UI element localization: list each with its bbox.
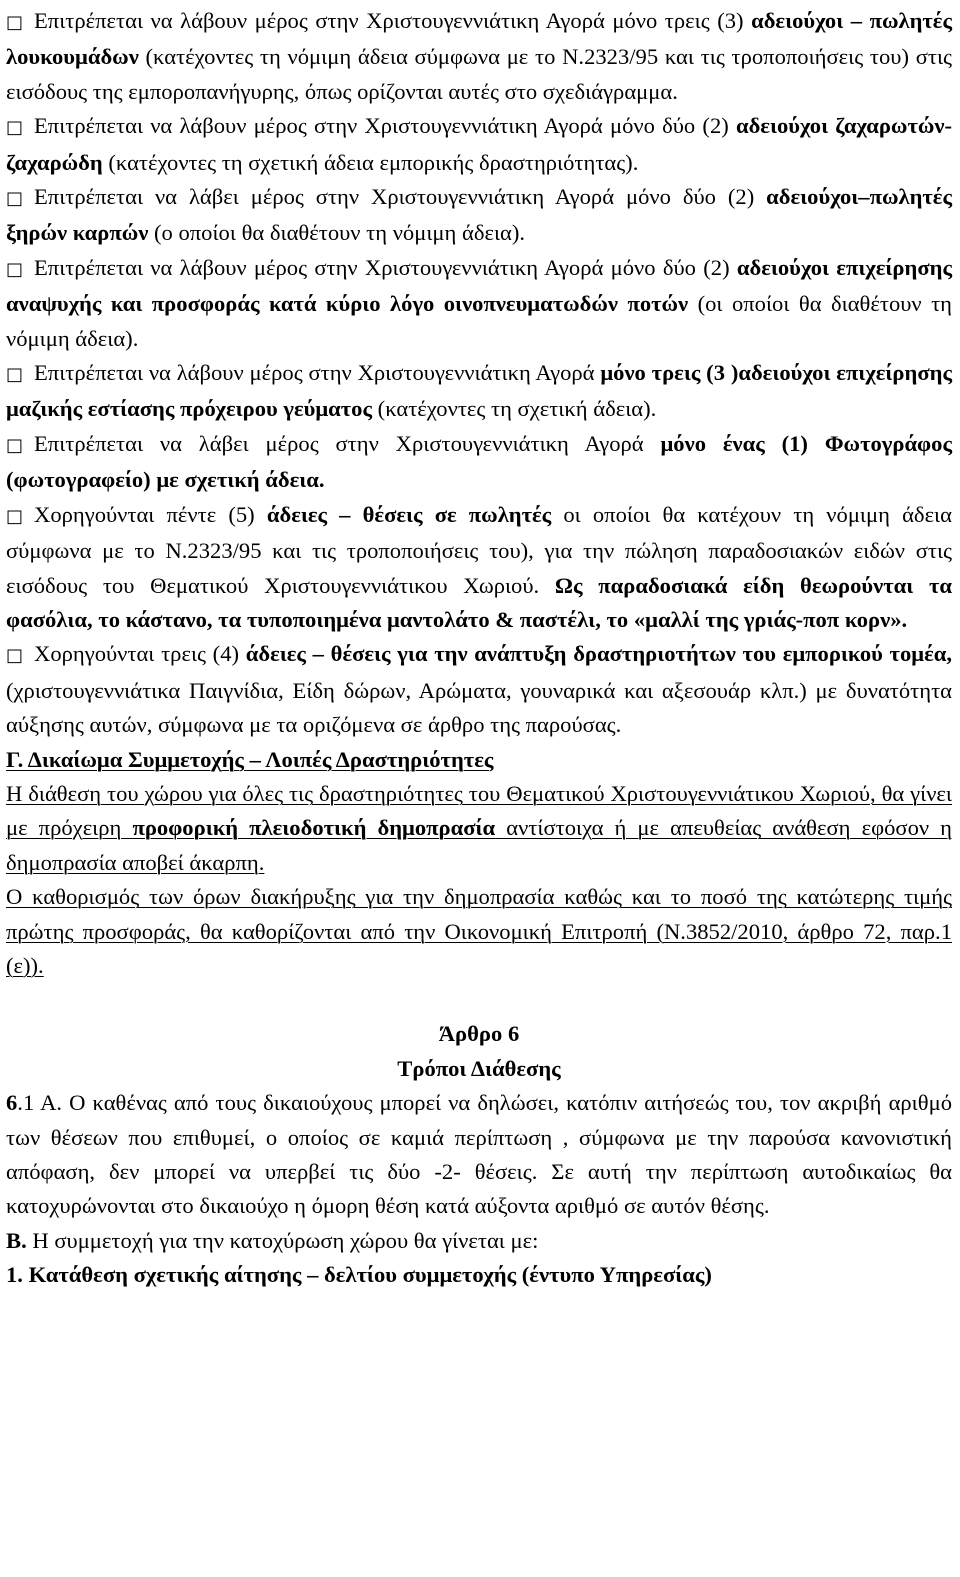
checkbox-bullet-icon: □: [6, 117, 24, 139]
article-paragraph: Β. Η συμμετοχή για την κατοχύρωση χώρου θα γίνεται με:: [6, 1227, 539, 1253]
list-item: □ Χορηγούνται τρεις (4) άδειες – θέσεις για την ανάπτυξη δραστηριοτήτων του εμπορικού τομέα, (χριστουγεννιάτικα Παιγνίδια, Είδη δώρων, Αρώματα, γουναρικά και αξεσουάρ κλπ.) με δυνατότητα αύξησης αυτών, σύμφωνα με τα οριζόμενα σε άρθρο της παρούσας.: [6, 641, 952, 738]
list-item: □ Επιτρέπεται να λάβουν μέρος στην Χριστουγεννιάτικη Αγορά μόνο τρεις (3 )αδειούχοι επιχείρησης μαζικής εστίασης πρόχειρου γεύματος (κατέχοντες τη σχετική άδεια).: [6, 360, 952, 422]
spacer: [6, 983, 952, 1017]
section-paragraph: Η διάθεση του χώρου για όλες τις δραστηριότητες του Θεματικού Χριστουγεννιάτικου Χωριού, θα γίνει με πρόχειρη προφορική πλειοδοτική δημοπρασία αντίστοιχα ή με απευθείας ανάθεση εφόσον η δημοπρασία αποβεί άκαρπη.: [6, 780, 952, 875]
section-heading: Γ. Δικαίωμα Συμμετοχής – Λοιπές Δραστηριότητες: [6, 746, 494, 772]
checkbox-bullet-icon: □: [6, 188, 24, 210]
list-item: □ Χορηγούνται πέντε (5) άδειες – θέσεις σε πωλητές οι οποίοι θα κατέχουν τη νόμιμη άδεια σύμφωνα με το Ν.2323/95 και τις τροποποιήσεις του), για την πώληση παραδοσιακών ειδών στις εισόδους του Θεματικού Χριστουγεννιάτικου Χωριού. Ως παραδοσιακά είδη θεωρούνται τα φασόλια, το κάστανο, τα τυποποιημένα μαντολάτο & παστέλι, το «μαλλί της γριάς-ποπ κορν».: [6, 501, 953, 632]
list-item: □ Επιτρέπεται να λάβει μέρος στην Χριστουγεννιάτικη Αγορά μόνο ένας (1) Φωτογράφος (φωτογραφείο) με σχετική άδεια.: [6, 430, 952, 493]
list-item: □ Επιτρέπεται να λάβουν μέρος στην Χριστουγεννιάτικη Αγορά μόνο δύο (2) αδειούχοι ζαχαρωτών-ζαχαρώδη (κατέχοντες τη σχετική άδεια εμπορικής δραστηριότητας).: [6, 113, 952, 175]
checkbox-bullet-icon: □: [6, 258, 24, 280]
article-subtitle: Τρόποι Διάθεσης: [397, 1055, 561, 1081]
checkbox-bullet-icon: □: [6, 645, 24, 667]
checkbox-bullet-icon: □: [6, 364, 24, 386]
article-title: Άρθρο 6: [438, 1021, 520, 1047]
article-list-item: 1. Κατάθεση σχετικής αίτησης – δελτίου συμμετοχής (έντυπο Υπηρεσίας): [6, 1262, 712, 1288]
section-paragraph: Ο καθορισμός των όρων διακήρυξης για την δημοπρασία καθώς και το ποσό της κατώτερης τιμής πρώτης προσφοράς, θα καθορίζονται από την Οικονομική Επιτροπή (Ν.3852/2010, άρθρο 72, παρ.1 (ε)).: [6, 884, 952, 978]
checkbox-bullet-icon: □: [6, 434, 24, 456]
checkbox-bullet-icon: □: [6, 505, 24, 527]
checkbox-bullet-icon: □: [6, 12, 24, 33]
list-item: □ Επιτρέπεται να λάβουν μέρος στην Χριστουγεννιάτικη Αγορά μόνο δύο (2) αδειούχοι επιχείρησης αναψυχής και προσφοράς κατά κύριο λόγο οινοπνευματωδών ποτών (οι οποίοι θα διαθέτουν τη νόμιμη άδεια).: [6, 254, 952, 351]
list-item: □ Επιτρέπεται να λάβει μέρος στην Χριστουγεννιάτικη Αγορά μόνο δύο (2) αδειούχοι–πωλητές ξηρών καρπών (ο οποίοι θα διαθέτουν τη νόμιμη άδεια).: [6, 184, 952, 246]
article-paragraph: 6.1 Α. Ο καθένας από τους δικαιούχους μπορεί να δηλώσει, κατόπιν αιτήσεώς του, τον ακριβή αριθμό των θέσεων που επιθυμεί, ο οποίος σε καμιά περίπτωση , σύμφωνα με την παρούσα κανονιστική απόφαση, δεν μπορεί να υπερβεί τις δύο -2- θέσεις. Σε αυτή την περίπτωση αυτοδικαίως θα κατοχυρώνονται στο δικαιούχο η όμορη θέση κατά αύξοντα αριθμό σε αυτόν θέσης.: [6, 1090, 952, 1219]
list-item: □ Επιτρέπεται να λάβουν μέρος στην Χριστουγεννιάτικη Αγορά μόνο τρεις (3) αδειούχοι – πωλητές λουκουμάδων (κατέχοντες τη νόμιμη άδεια σύμφωνα με το Ν.2323/95 και τις τροποποιήσεις του) στις εισόδους της εμποροπανήγυρης, όπως ορίζονται αυτές στο σχεδιάγραμμα.: [6, 8, 952, 104]
